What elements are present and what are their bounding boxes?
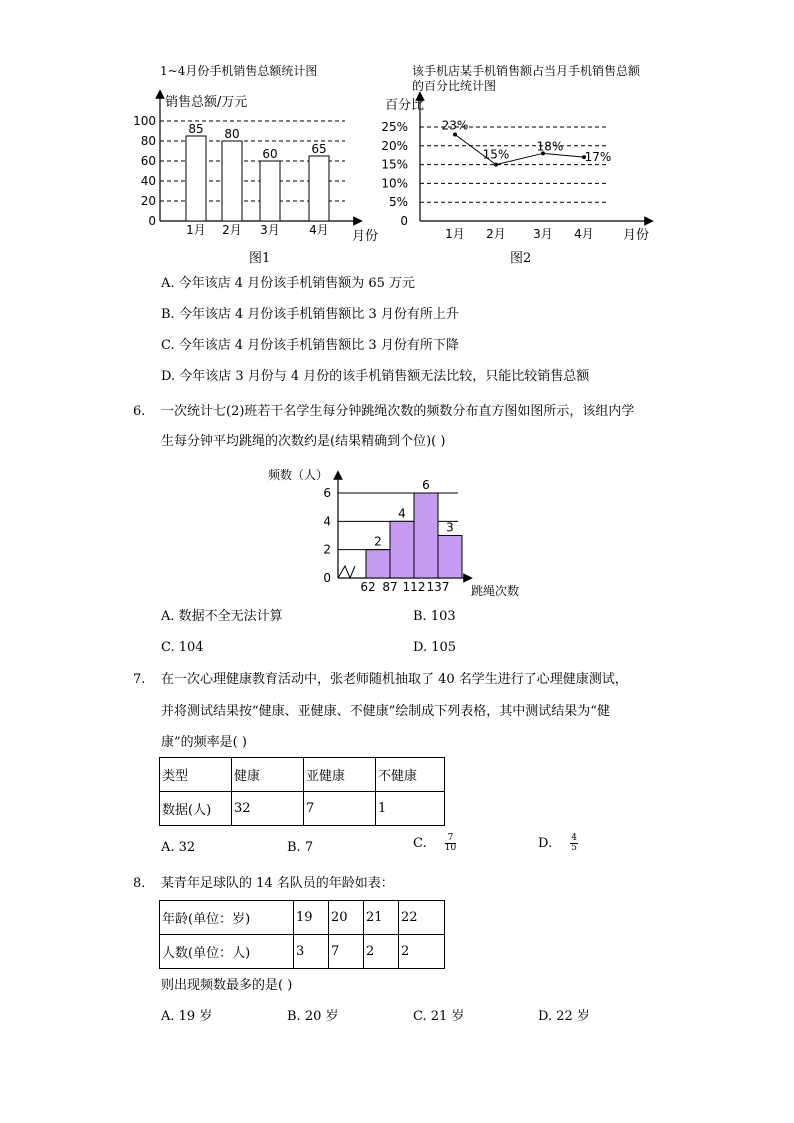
y-tick-label: 15% bbox=[381, 157, 408, 172]
y-tick-label: 10% bbox=[381, 176, 408, 191]
point-value-label: 23% bbox=[441, 118, 469, 133]
point-value-label: 18% bbox=[536, 139, 564, 154]
table-cell: 1 bbox=[376, 792, 445, 826]
q7-table bbox=[159, 757, 445, 826]
bar-value-label: 80 bbox=[224, 127, 240, 141]
q7-option-c[interactable] bbox=[413, 834, 456, 853]
q5-option-b[interactable]: B. 今年该店 4 月份该手机销售额比 3 月份有所上升 bbox=[161, 307, 459, 322]
y-tick-label: 100 bbox=[133, 114, 156, 128]
y-tick-label: 25% bbox=[381, 120, 408, 134]
table-cell: 类型 bbox=[160, 758, 232, 792]
y-tick-label: 0 bbox=[400, 214, 408, 228]
series-line bbox=[455, 135, 584, 165]
x-tick-label: 62 bbox=[360, 580, 376, 594]
x-tick-label: 2月 bbox=[222, 223, 242, 237]
table-row bbox=[160, 935, 445, 969]
q5-option-c[interactable]: C. 今年该店 4 月份该手机销售额比 3 月份有所下降 bbox=[161, 338, 459, 353]
x-tick-label: 112 bbox=[402, 580, 426, 594]
table-cell: 年龄(单位：岁) bbox=[160, 901, 294, 935]
fig2-ylabel: 百分比 bbox=[385, 98, 425, 113]
q6-option-d[interactable]: D. 105 bbox=[413, 640, 457, 655]
table-cell: 19 bbox=[294, 901, 329, 935]
bar-value-label: 60 bbox=[262, 147, 278, 161]
fig1-title: 1~4月份手机销售总额统计图 bbox=[160, 64, 318, 78]
bar bbox=[186, 136, 206, 221]
fig1-caption: 图1 bbox=[249, 251, 271, 266]
point-value-label: 15% bbox=[482, 147, 510, 162]
bar-value-label: 3 bbox=[446, 520, 454, 535]
table-cell: 2 bbox=[364, 935, 399, 969]
x-tick-label: 3月 bbox=[533, 227, 553, 241]
fig1-ylabel: 销售总额/万元 bbox=[165, 95, 248, 110]
table-cell: 20 bbox=[329, 901, 364, 935]
x-tick-label: 4月 bbox=[309, 223, 329, 237]
y-tick-label: 4 bbox=[323, 514, 331, 529]
table-cell: 32 bbox=[232, 792, 304, 826]
q6-option-c[interactable]: C. 104 bbox=[161, 640, 204, 655]
y-tick-label: 20% bbox=[381, 138, 408, 153]
y-tick-label: 20 bbox=[140, 194, 156, 208]
histogram-bar bbox=[366, 550, 390, 578]
fig2-xlabel: 月份 bbox=[623, 228, 650, 243]
fig1-chart bbox=[120, 84, 390, 274]
q8-stem-line1: 某青年足球队的 14 名队员的年龄如表： bbox=[161, 876, 394, 891]
x-tick-label: 3月 bbox=[260, 223, 280, 237]
q8-option-b[interactable]: B. 20 岁 bbox=[287, 1009, 339, 1024]
histogram-bar bbox=[390, 521, 414, 578]
point-value-label: 17% bbox=[584, 150, 612, 165]
table-cell: 3 bbox=[294, 935, 329, 969]
y-tick-label: 5% bbox=[388, 195, 408, 210]
x-tick-label: 1月 bbox=[445, 227, 465, 241]
bar bbox=[260, 161, 280, 221]
fig2-chart bbox=[375, 90, 665, 250]
table-cell: 7 bbox=[329, 935, 364, 969]
y-tick-label: 6 bbox=[323, 486, 331, 500]
x-tick-label: 87 bbox=[382, 580, 398, 594]
q7-option-b[interactable]: B. 7 bbox=[287, 840, 314, 855]
table-cell: 不健康 bbox=[376, 758, 445, 792]
q5-option-d[interactable]: D. 今年该店 3 月份与 4 月份的该手机销售额无法比较，只能比较销售总额 bbox=[161, 369, 590, 384]
bar-value-label: 65 bbox=[311, 142, 327, 156]
bar bbox=[222, 141, 242, 221]
bar-value-label: 4 bbox=[398, 506, 406, 521]
q8-option-a[interactable]: A. 19 岁 bbox=[161, 1009, 213, 1024]
hist-axis-break bbox=[338, 566, 355, 578]
q6-number: 6. bbox=[133, 404, 146, 419]
y-tick-label: 0 bbox=[148, 214, 156, 228]
x-tick-label: 4月 bbox=[574, 227, 594, 241]
x-tick-label: 1月 bbox=[186, 223, 206, 237]
fig1-xlabel: 月份 bbox=[352, 229, 379, 244]
histogram-bar bbox=[414, 493, 438, 578]
q6-stem-line1: 一次统计七(2)班若干名学生每分钟跳绳次数的频数分布直方图如图所示，该组内学 bbox=[161, 404, 635, 419]
data-point bbox=[453, 133, 457, 137]
q8-stem-line2: 则出现频数最多的是( ) bbox=[161, 978, 293, 993]
q6-option-a[interactable]: A. 数据不全无法计算 bbox=[161, 609, 283, 624]
fraction bbox=[445, 834, 456, 853]
bar-value-label: 85 bbox=[188, 122, 204, 136]
hist-ylabel: 频数（人） bbox=[268, 468, 329, 482]
bar-value-label: 2 bbox=[374, 534, 382, 549]
numerator: 4 bbox=[571, 833, 577, 843]
table-cell: 健康 bbox=[232, 758, 304, 792]
y-tick-label: 2 bbox=[323, 542, 331, 557]
q7-stem-line2: 并将测试结果按“健康、亚健康、不健康”绘制成下列表格，其中测试结果为“健 bbox=[161, 704, 610, 719]
table-row bbox=[160, 758, 445, 792]
y-tick-label: 80 bbox=[140, 134, 156, 148]
q8-number: 8. bbox=[133, 876, 146, 891]
q6-histogram bbox=[268, 465, 528, 605]
y-tick-label: 40 bbox=[140, 174, 156, 188]
bar bbox=[309, 156, 329, 221]
q7-stem-line3: 康”的频率是( ) bbox=[161, 735, 247, 750]
q7-number: 7. bbox=[133, 672, 146, 687]
table-row bbox=[160, 901, 445, 935]
y-tick-label: 0 bbox=[323, 571, 331, 585]
x-tick-label: 2月 bbox=[486, 227, 506, 241]
q7-stem-line1: 在一次心理健康教育活动中，张老师随机抽取了 40 名学生进行了心理健康测试， bbox=[161, 672, 628, 687]
hist-xlabel: 跳绳次数 bbox=[471, 584, 520, 598]
histogram-bar bbox=[438, 536, 462, 579]
denominator: 10 bbox=[444, 843, 457, 853]
fraction bbox=[570, 834, 578, 853]
table-cell: 21 bbox=[364, 901, 399, 935]
data-point bbox=[494, 163, 498, 167]
q8-option-d[interactable]: D. 22 岁 bbox=[538, 1009, 590, 1024]
q5-option-a[interactable]: A. 今年该店 4 月份该手机销售额为 65 万元 bbox=[161, 276, 415, 291]
table-cell: 7 bbox=[304, 792, 376, 826]
bar-value-label: 6 bbox=[422, 478, 430, 492]
table-row bbox=[160, 792, 445, 826]
y-tick-label: 60 bbox=[140, 154, 156, 168]
x-tick-label: 137 bbox=[426, 580, 450, 594]
q7-option-d[interactable] bbox=[538, 834, 578, 853]
q8-table bbox=[159, 900, 445, 969]
table-cell: 数据(人) bbox=[160, 792, 232, 826]
q6-stem-line2: 生每分钟平均跳绳的次数约是(结果精确到个位)( ) bbox=[161, 434, 446, 449]
fig2-caption: 图2 bbox=[510, 251, 532, 266]
q7-option-a[interactable]: A. 32 bbox=[161, 840, 196, 855]
numerator: 7 bbox=[445, 834, 456, 844]
q8-option-c[interactable]: C. 21 岁 bbox=[413, 1009, 465, 1024]
fig2-title-line1: 该手机店某手机销售额占当月手机销售总额 bbox=[412, 64, 641, 78]
q6-option-b[interactable]: B. 103 bbox=[413, 609, 456, 624]
option-letter: D. bbox=[538, 836, 553, 851]
table-cell: 人数(单位：人) bbox=[160, 935, 294, 969]
denominator: 5 bbox=[571, 843, 577, 853]
table-cell: 2 bbox=[399, 935, 445, 969]
table-cell: 22 bbox=[399, 901, 445, 935]
fig2-title-line2: 的百分比统计图 bbox=[412, 79, 497, 93]
option-letter: C. bbox=[413, 836, 427, 851]
table-cell: 亚健康 bbox=[304, 758, 376, 792]
